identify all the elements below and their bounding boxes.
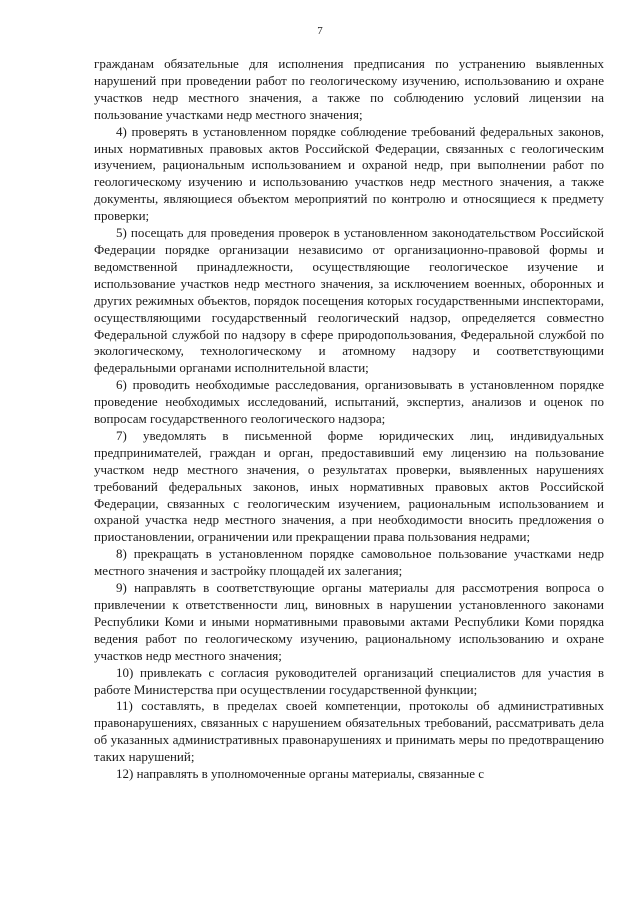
paragraph-item-12: 12) направлять в уполномоченные органы материалы, связанные с bbox=[116, 766, 485, 782]
paragraph-item-8: 8) прекращать в установленном порядке самовольное пользование участками недр местного значения и застройку площадей их залегания; bbox=[94, 546, 604, 579]
paragraph-item-9: 9) направлять в соответствующие органы материалы для рассмотрения вопроса о привлечении к ответственности лиц, виновных в нарушении установленного законами Республики Коми и иными нормативными правовыми актами Республики Коми порядка ведения работ по геологическому изучению, рациональному использованию и охране участков недр местного значения; bbox=[94, 580, 604, 663]
paragraph-item-7: 7) уведомлять в письменной форме юридических лиц, индивидуальных предпринимателей, граждан и орган, предоставивший ему лицензию на пользование участком недр местного значения, о результатах проверки, выявленных нарушениях требований федеральных законов, иных нормативных правовых актов Российской Федерации, связанных с геологическим изучением, рациональным использованием и охраной участка недр местного значения, а при необходимости вносить предложения о приостановлении, ограничении или прекращении права пользования недрами; bbox=[94, 427, 604, 545]
paragraph-item-5: 5) посещать для проведения проверок в установленном законодательством Российской Федерации порядке организации независимо от организационно-правовой формы и ведомственной принадлежности, осуществляющие геологическое изучение и использование участков недр местного значения, за исключением военных, оборонных и других режимных объектов, порядок посещения которых государственными инспекторами, осуществляющими государственный геологический надзор, определяется совместно Федеральной службой по надзору в сфере природопользования, Федеральной службой по экологическому, технологическому и атомному надзору и соответствующими федеральными органами исполнительной власти; bbox=[94, 225, 604, 376]
document-body bbox=[94, 56, 604, 783]
paragraph-continuation: гражданам обязательные для исполнения предписания по устранению выявленных нарушений при проведении работ по геологическому изучению, использованию и охране участков недр местного значения, а также по соблюдению условий лицензии на пользование участками недр местного значения; bbox=[94, 56, 604, 122]
paragraph-item-10: 10) привлекать с согласия руководителей организаций специалистов для участия в работе Министерства при осуществлении государственной функции; bbox=[94, 664, 604, 697]
paragraph-item-6: 6) проводить необходимые расследования, организовывать в установленном порядке проведение необходимых исследований, испытаний, экспертиз, анализов и оценок по вопросам государственного геологического надзора; bbox=[94, 377, 604, 427]
page-number: 7 bbox=[317, 25, 323, 37]
paragraph-item-11: 11) составлять, в пределах своей компетенции, протоколы об административных правонарушениях, связанных с нарушением обязательных требований, рассматривать дела об указанных административных правонарушениях и принимать меры по предотвращению таких нарушений; bbox=[94, 698, 604, 765]
paragraph-item-4: 4) проверять в установленном порядке соблюдение требований федеральных законов, иных нормативных правовых актов Российской Федерации, связанных с геологическим изучением, рациональным использованием и охраной недр, при выполнении работ по геологическому изучению и использованию участков недр местного значения, а также документы, являющиеся объектом мероприятий по контролю и относящиеся к предмету проверки; bbox=[94, 123, 604, 224]
